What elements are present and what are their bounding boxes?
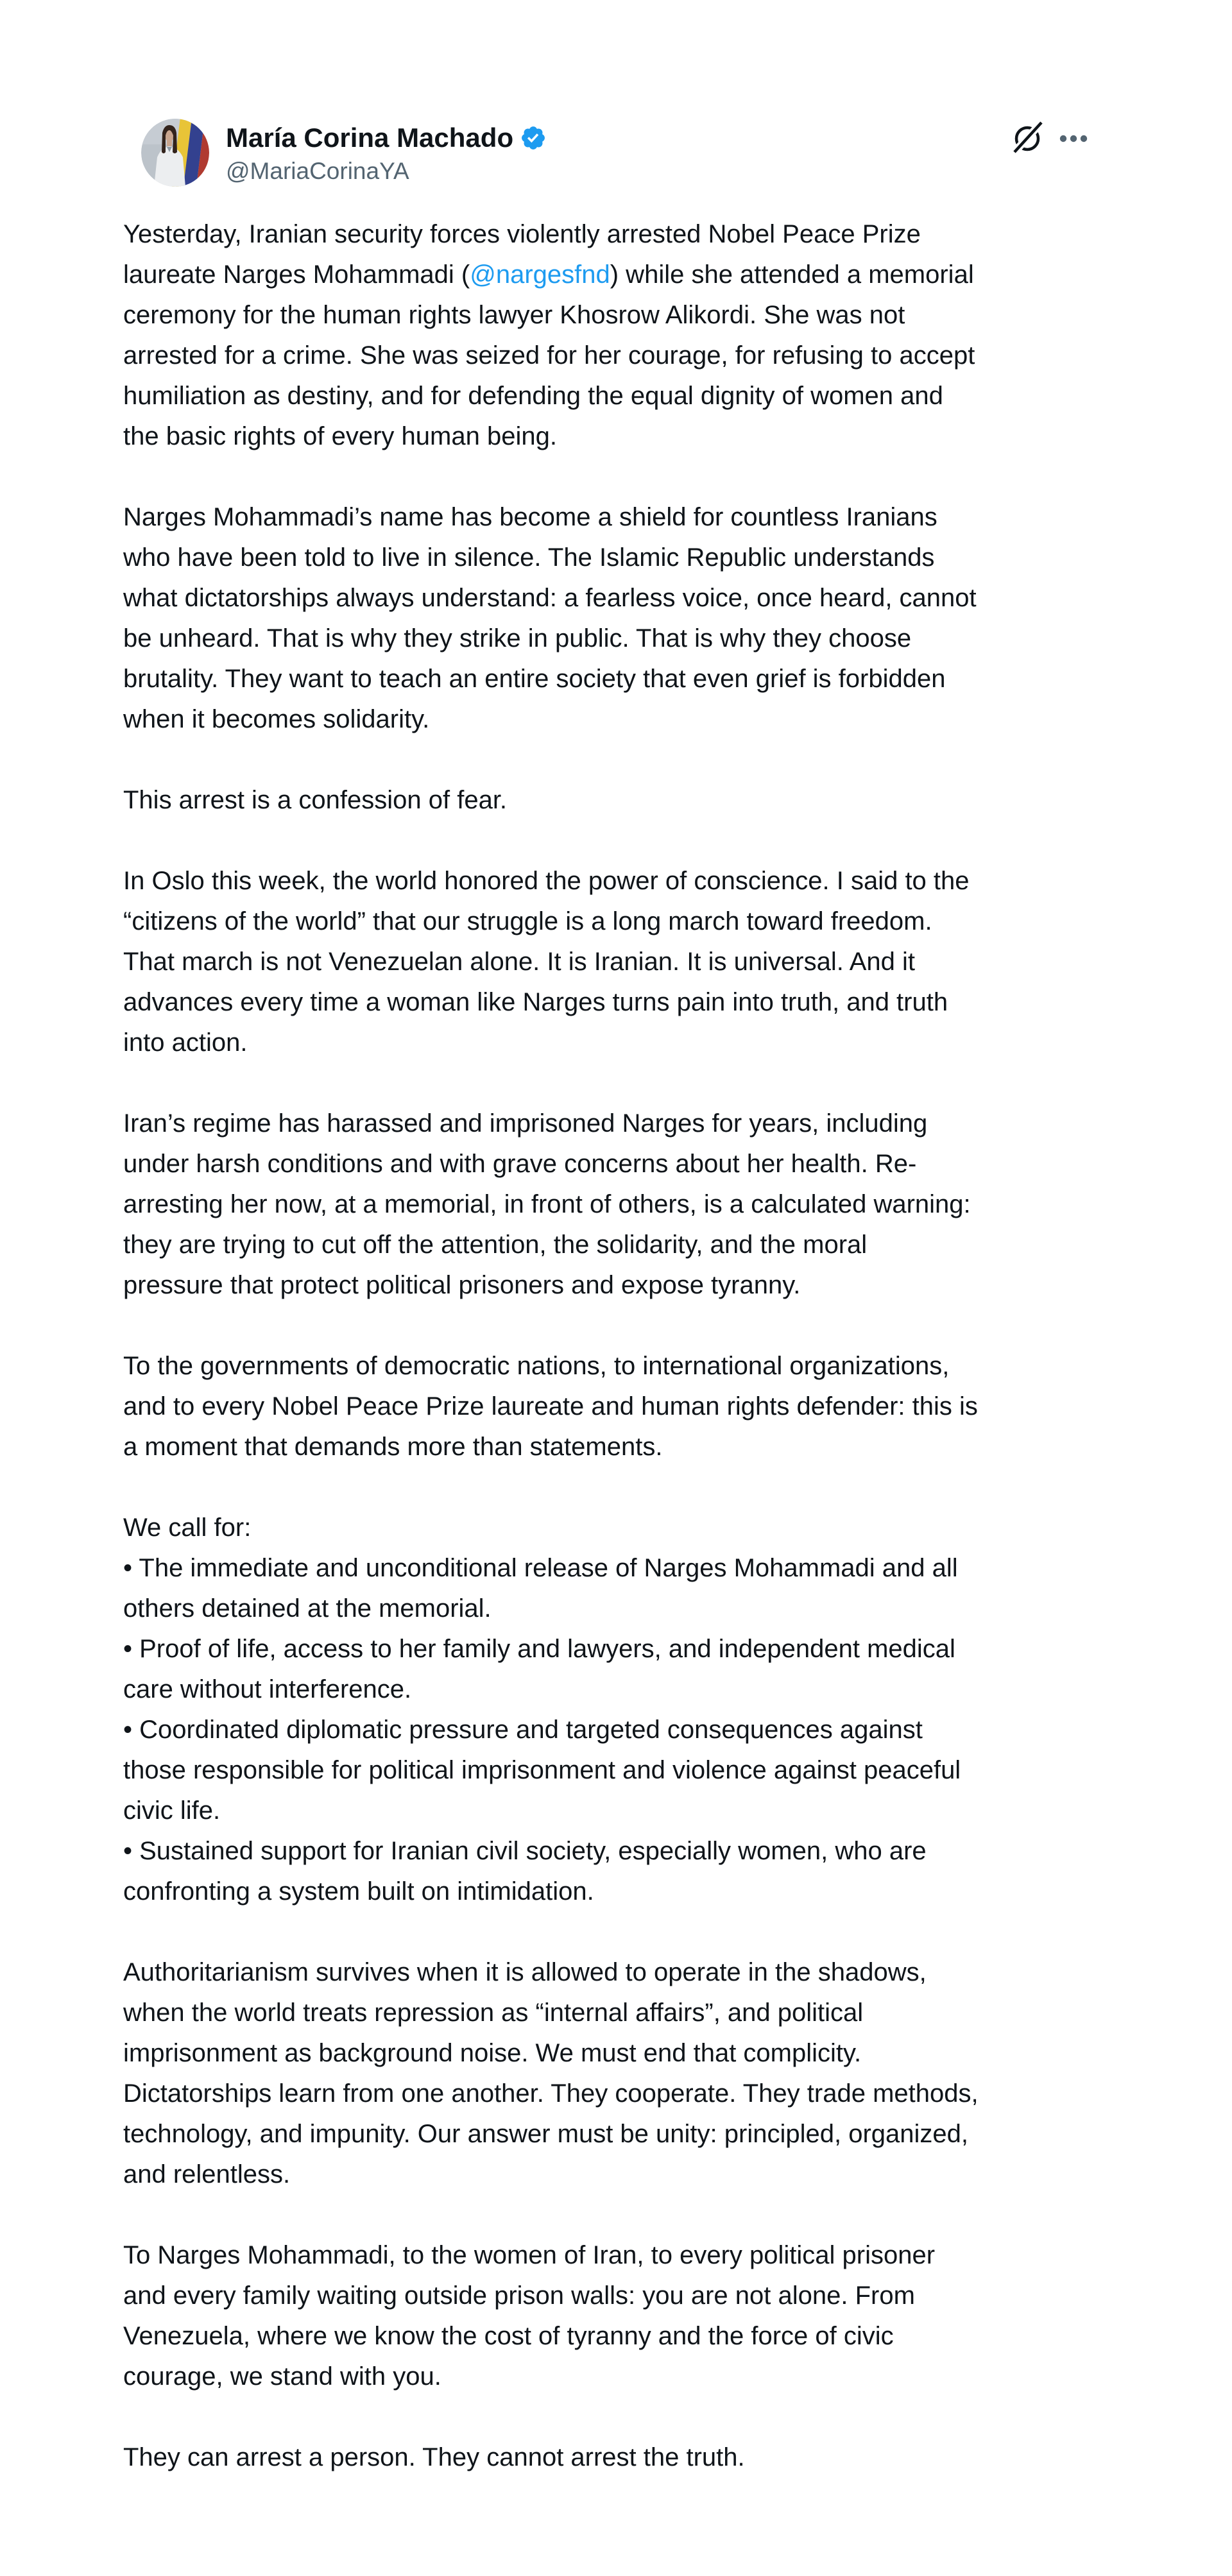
text-run: We call for:: [123, 1514, 252, 1542]
text-run: brutality. They want to teach an entire society that even grief is forbidden: [123, 665, 946, 693]
text-run: ) while she attended a memorial: [610, 260, 974, 289]
tweet-text: [123, 214, 979, 2478]
text-run: Authoritarianism survives when it is allowed to operate in the shadows,: [123, 1958, 927, 1986]
author-name-row: [226, 122, 547, 154]
more-menu-icon[interactable]: [1057, 123, 1090, 154]
text-run: when it becomes solidarity.: [123, 705, 430, 733]
text-run: be unheard. That is why they strike in public. That is why they choose: [123, 624, 912, 653]
text-run: care without interference.: [123, 1675, 412, 1703]
text-run: they are trying to cut off the attention, the solidarity, and the moral: [123, 1231, 868, 1259]
text-run: “citizens of the world” that our struggle is a long march toward freedom.: [123, 907, 932, 935]
text-run: That march is not Venezuelan alone. It is Iranian. It is universal. And it: [123, 948, 916, 976]
text-run: • The immediate and unconditional release of Narges Mohammadi and all: [123, 1554, 958, 1582]
tweet-paragraph: [123, 1346, 979, 1467]
text-run: and to every Nobel Peace Prize laureate and human rights defender: this is: [123, 1392, 978, 1420]
text-run: Yesterday, Iranian security forces violently arrested Nobel Peace Prize: [123, 220, 921, 248]
text-run: the basic rights of every human being.: [123, 422, 557, 450]
avatar[interactable]: [141, 119, 209, 187]
text-run: In Oslo this week, the world honored the power of conscience. I said to the: [123, 867, 970, 895]
text-run: • Sustained support for Iranian civil society, especially women, who are: [123, 1837, 927, 1865]
text-run: This arrest is a confession of fear.: [123, 786, 508, 814]
text-run: humiliation as destiny, and for defending the equal dignity of women and: [123, 382, 943, 410]
text-run: what dictatorships always understand: a fearless voice, once heard, cannot: [123, 584, 977, 612]
text-run: To Narges Mohammadi, to the women of Iran, to every political prisoner: [123, 2241, 936, 2269]
text-run: laureate Narges Mohammadi (: [123, 260, 470, 289]
tweet-paragraph: [123, 214, 979, 457]
text-run: and relentless.: [123, 2160, 291, 2188]
text-run: • Coordinated diplomatic pressure and targeted consequences against: [123, 1716, 923, 1744]
text-run: pressure that protect political prisoners and expose tyranny.: [123, 1271, 801, 1299]
tweet-paragraph: [123, 780, 979, 821]
text-run: advances every time a woman like Narges turns pain into truth, and truth: [123, 988, 948, 1016]
text-run: Dictatorships learn from one another. They cooperate. They trade methods,: [123, 2079, 979, 2108]
text-run: arresting her now, at a memorial, in front of others, is a calculated warning:: [123, 1190, 971, 1218]
text-run: a moment that demands more than statements.: [123, 1433, 663, 1461]
tweet-paragraph: [123, 2437, 979, 2478]
text-run: under harsh conditions and with grave concerns about her health. Re-: [123, 1150, 917, 1178]
text-run: confronting a system built on intimidation.: [123, 1877, 594, 1906]
text-run: those responsible for political imprisonment and violence against peaceful: [123, 1756, 961, 1784]
text-run: To the governments of democratic nations, to international organizations,: [123, 1352, 950, 1380]
text-run: courage, we stand with you.: [123, 2362, 441, 2391]
text-run: imprisonment as background noise. We must end that complicity.: [123, 2039, 862, 2067]
tweet-paragraph: [123, 497, 979, 740]
text-run: who have been told to live in silence. The Islamic Republic understands: [123, 543, 935, 572]
tweet-paragraph: [123, 2235, 979, 2397]
verified-badge-icon: [520, 124, 547, 151]
text-run: when the world treats repression as “internal affairs”, and political: [123, 1999, 864, 2027]
text-run: and every family waiting outside prison walls: you are not alone. From: [123, 2282, 915, 2310]
text-run: Venezuela, where we know the cost of tyranny and the force of civic: [123, 2322, 894, 2350]
text-run: civic life.: [123, 1796, 221, 1825]
mention-link[interactable]: @nargesfnd: [470, 260, 610, 289]
avatar-image: [141, 119, 209, 187]
text-run: Iran’s regime has harassed and imprisoned Narges for years, including: [123, 1109, 928, 1138]
text-run: They can arrest a person. They cannot arrest the truth.: [123, 2443, 745, 2471]
text-run: arrested for a crime. She was seized for her courage, for refusing to accept: [123, 341, 975, 370]
tweet-paragraph: [123, 1104, 979, 1306]
tweet-paragraph: [123, 1952, 979, 2195]
text-run: technology, and impunity. Our answer must be unity: principled, organized,: [123, 2120, 968, 2148]
author-handle[interactable]: @MariaCorinaYA: [226, 158, 409, 184]
text-run: Narges Mohammadi’s name has become a shield for countless Iranians: [123, 503, 937, 531]
tweet-paragraph: [123, 861, 979, 1063]
text-run: into action.: [123, 1028, 248, 1057]
text-run: others detained at the memorial.: [123, 1594, 492, 1623]
text-run: ceremony for the human rights lawyer Khosrow Alikordi. She was not: [123, 301, 905, 329]
author-name[interactable]: María Corina Machado: [226, 123, 514, 153]
text-run: • Proof of life, access to her family and lawyers, and independent medical: [123, 1635, 955, 1663]
grok-icon[interactable]: [1010, 119, 1046, 155]
tweet-paragraph: [123, 1508, 979, 1912]
